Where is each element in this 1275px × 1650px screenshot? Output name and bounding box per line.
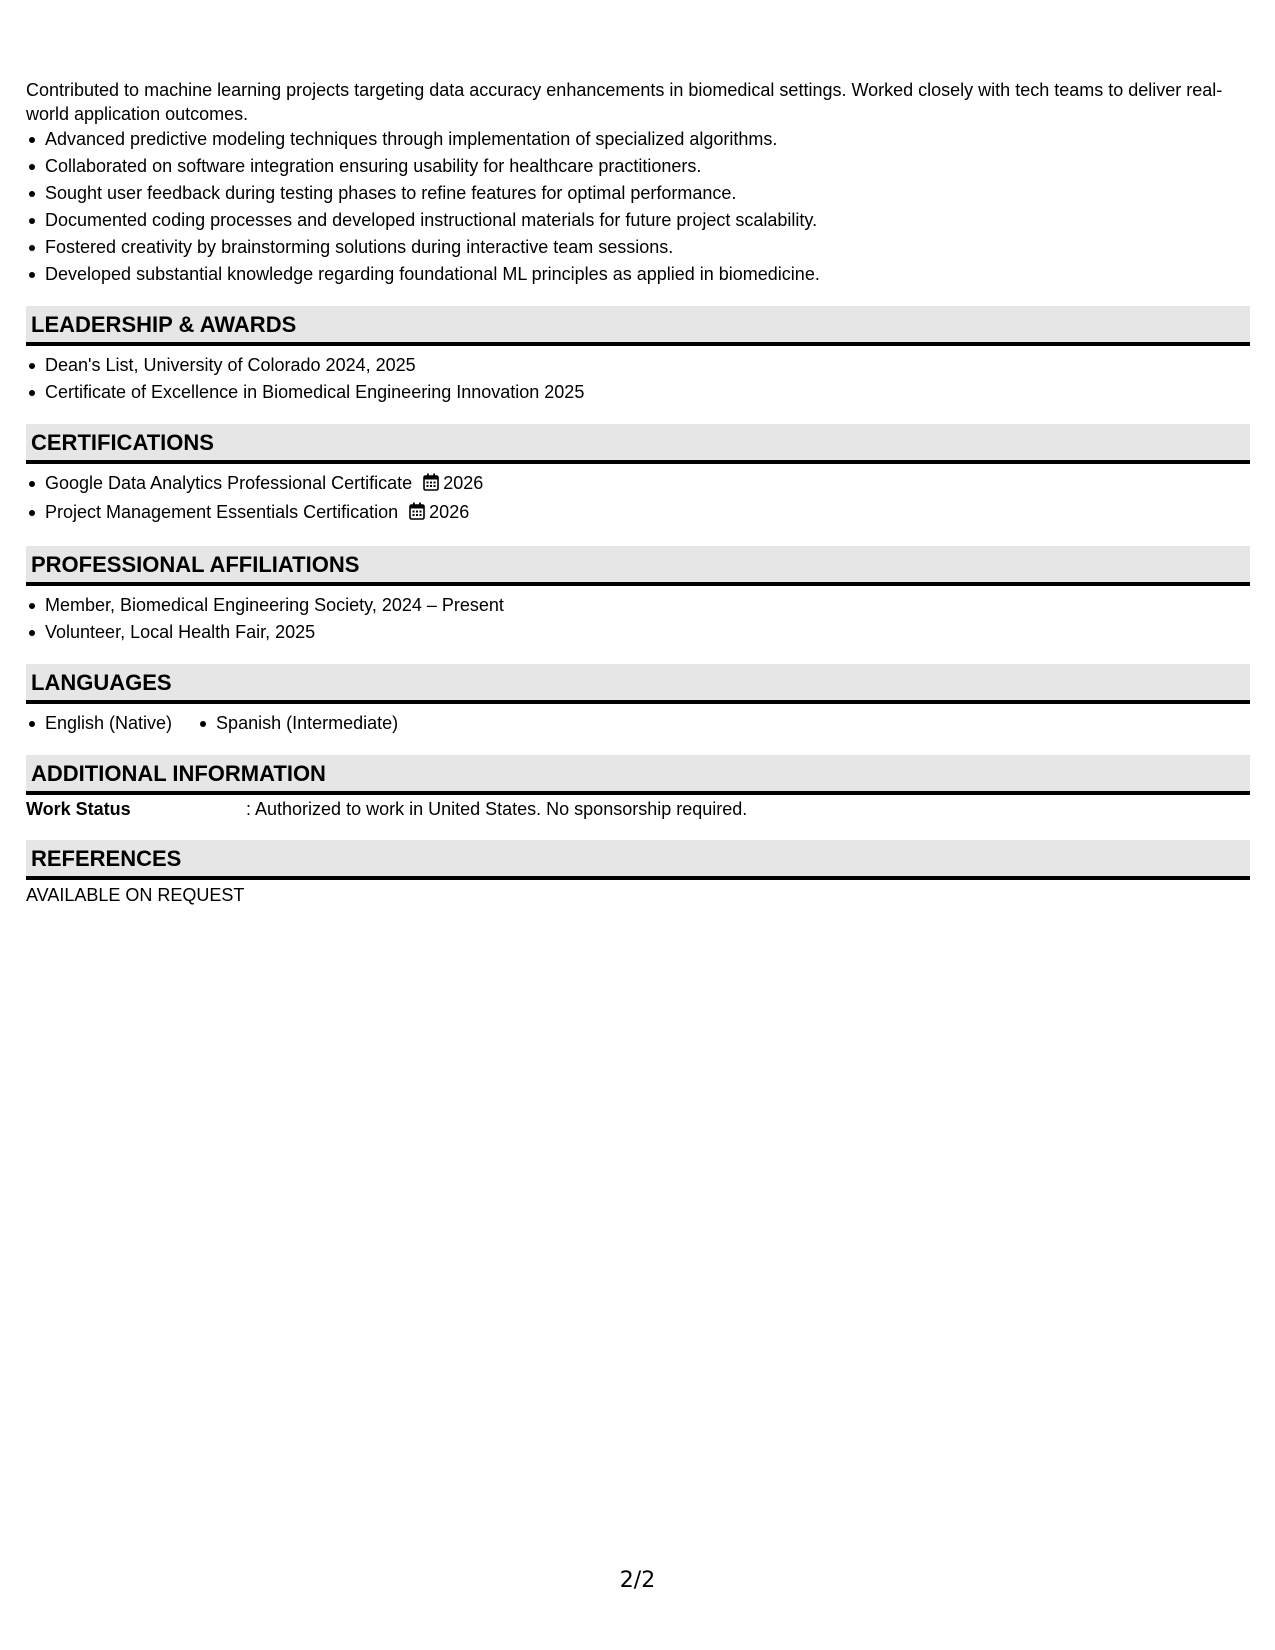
work-status-value: : Authorized to work in United States. No sponsorship required. [246,799,748,819]
page-number: 2/2 [619,1568,656,1593]
section-heading: ADDITIONAL INFORMATION [26,755,1250,795]
certifications-section [26,424,1250,528]
affiliations-list [26,592,1250,646]
list-item: Collaborated on software integration ensuring usability for healthcare practitioners. [45,153,1250,180]
list-item: Developed substantial knowledge regarding foundational ML principles as applied in biomedicine. [45,261,1250,288]
list-item: Volunteer, Local Health Fair, 2025 [45,619,1250,646]
languages-list [26,710,1250,737]
calendar-icon [423,472,439,499]
section-heading: CERTIFICATIONS [26,424,1250,464]
certification-name: Google Data Analytics Professional Certificate [45,473,413,493]
list-item: Advanced predictive modeling techniques through implementation of specialized algorithms. [45,126,1250,153]
additional-info-section [26,755,1250,822]
list-item: Certificate of Excellence in Biomedical Engineering Innovation 2025 [45,379,1250,406]
references-text: AVAILABLE ON REQUEST [26,885,245,905]
certification-name: Project Management Essentials Certification [45,502,399,522]
leadership-section [26,306,1250,406]
section-heading: REFERENCES [26,840,1250,880]
list-item: Documented coding processes and developed instructional materials for future project scalability. [45,207,1250,234]
list-item: Member, Biomedical Engineering Society, 2024 – Present [45,592,1250,619]
list-item [45,499,1250,528]
certification-year: 2026 [443,473,484,493]
work-status-row [26,795,1250,822]
list-item: Sought user feedback during testing phases to refine features for optimal performance. [45,180,1250,207]
list-item: Fostered creativity by brainstorming solutions during interactive team sessions. [45,234,1250,261]
work-status-label: Work Status [26,799,131,819]
calendar-icon [409,501,425,528]
list-item [45,470,1250,499]
section-heading: PROFESSIONAL AFFILIATIONS [26,546,1250,586]
certifications-list [26,470,1250,528]
resume-page [26,78,1250,908]
list-item: Spanish (Intermediate) [216,710,398,737]
list-item: English (Native) [45,710,172,737]
references-section [26,840,1250,908]
list-item: Dean's List, University of Colorado 2024, 2025 [45,352,1250,379]
languages-section [26,664,1250,737]
affiliations-section [26,546,1250,646]
experience-bullets [26,126,1250,288]
leadership-list [26,352,1250,406]
certification-year: 2026 [429,502,470,522]
section-heading: LEADERSHIP & AWARDS [26,306,1250,346]
section-heading: LANGUAGES [26,664,1250,704]
experience-summary: Contributed to machine learning projects targeting data accuracy enhancements in biomedical settings. Worked closely with tech teams to deliver real-world application outcomes. [26,80,1223,124]
